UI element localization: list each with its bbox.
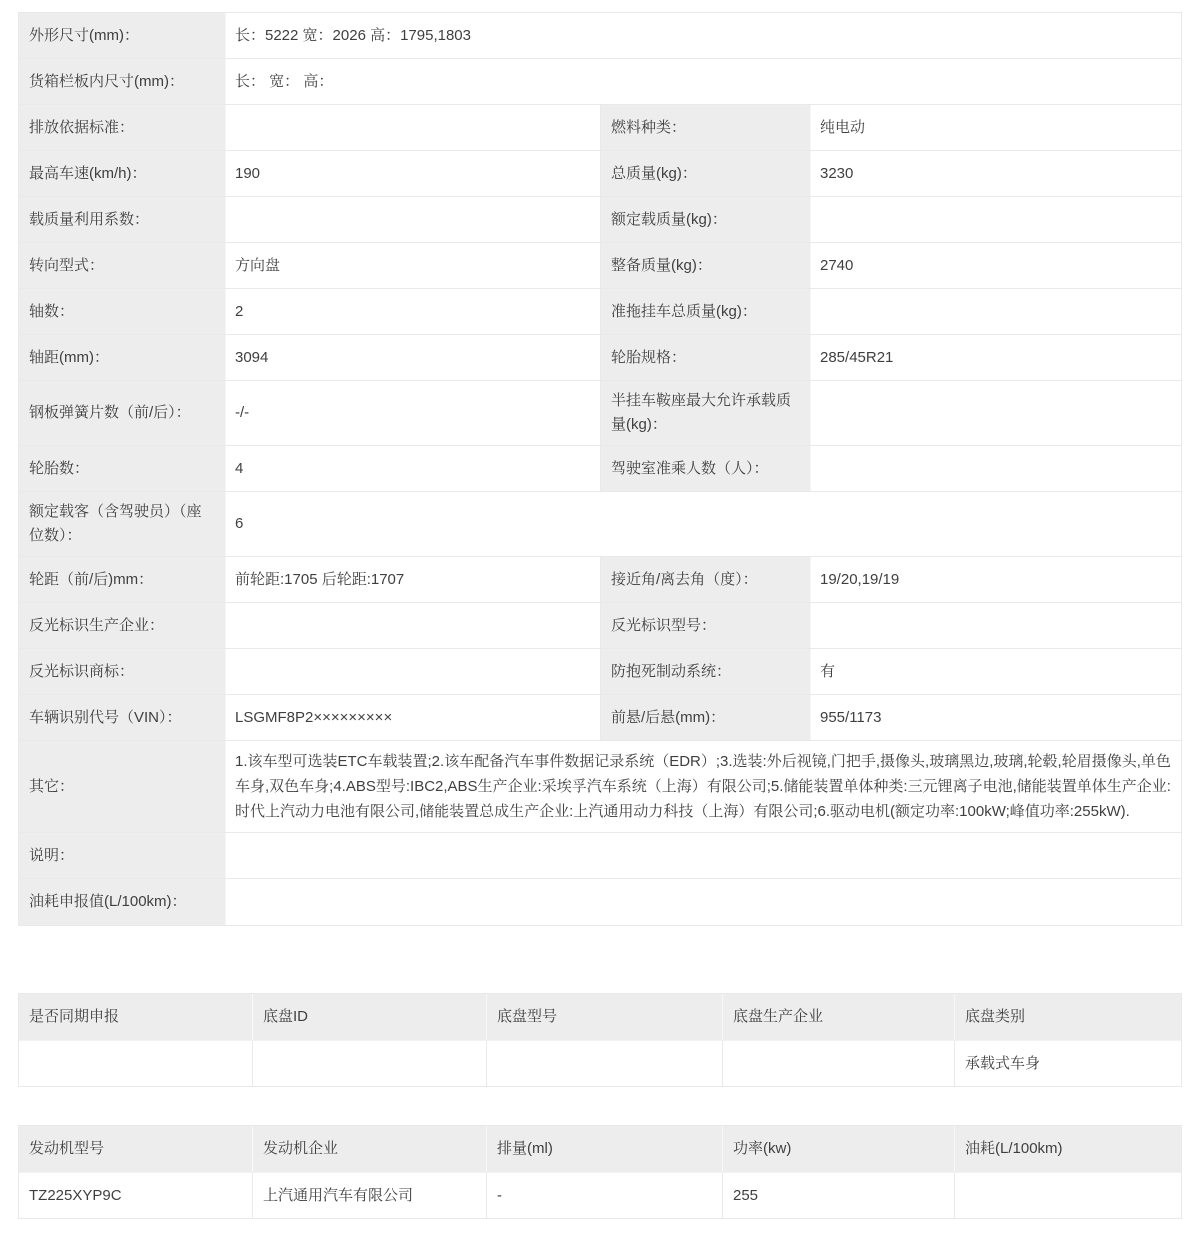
spec-row bbox=[19, 833, 1181, 879]
spec-value bbox=[811, 197, 1181, 242]
engine_table-header-cell: 发动机型号 bbox=[19, 1126, 253, 1172]
spec-row bbox=[19, 879, 1181, 925]
chassis_table-header-cell: 底盘生产企业 bbox=[723, 994, 955, 1040]
spec-value bbox=[226, 879, 1181, 925]
spec-label: 最高车速(km/h)： bbox=[19, 151, 226, 196]
spec-label: 防抱死制动系统： bbox=[601, 649, 811, 694]
spec-value: -/- bbox=[226, 381, 601, 445]
spec-value: 955/1173 bbox=[820, 708, 882, 726]
spec-label: 轮距（前/后)mm： bbox=[19, 557, 226, 602]
spec-row bbox=[19, 695, 1181, 741]
spec-row bbox=[19, 105, 1181, 151]
spec-label: 轮胎数： bbox=[19, 446, 226, 491]
spec-value: 285/45R21 bbox=[820, 348, 894, 366]
engine_table-data-cell: 上汽通用汽车有限公司 bbox=[253, 1173, 487, 1218]
engine_table-data-cell: - bbox=[487, 1173, 723, 1218]
spec-value: 4 bbox=[226, 446, 601, 491]
spec-value bbox=[226, 649, 601, 694]
spec-value bbox=[226, 197, 601, 242]
spec-value bbox=[811, 289, 1181, 334]
spec-row bbox=[19, 381, 1181, 446]
spec-value bbox=[226, 833, 1181, 878]
engine_table-header-cell: 发动机企业 bbox=[253, 1126, 487, 1172]
spec-label: 反光标识生产企业： bbox=[19, 603, 226, 648]
spec-value: 有 bbox=[820, 662, 836, 680]
spec-value: 190 bbox=[226, 151, 601, 196]
spec-label: 接近角/离去角（度）： bbox=[601, 557, 811, 602]
engine_table-data-cell: TZ225XYP9C bbox=[19, 1173, 253, 1218]
engine_table-header-cell: 功率(kw) bbox=[723, 1126, 955, 1172]
engine_table-data-cell bbox=[955, 1173, 1181, 1218]
spec-value: 长： 宽： 高： bbox=[235, 72, 334, 90]
spec-value bbox=[226, 603, 601, 648]
chassis_table-header-cell: 底盘ID bbox=[253, 994, 487, 1040]
spec-label: 油耗申报值(L/100km)： bbox=[19, 879, 226, 925]
spec-row bbox=[19, 741, 1181, 833]
spec-row bbox=[19, 289, 1181, 335]
spec-value: 前轮距:1705 后轮距:1707 bbox=[226, 557, 601, 602]
spec-value: 长：5222 宽：2026 高：1795,1803 bbox=[235, 26, 471, 44]
chassis_table-data-cell bbox=[723, 1041, 955, 1086]
chassis_table-data-cell: 承载式车身 bbox=[965, 1054, 1041, 1072]
spec-row bbox=[19, 446, 1181, 492]
spec-label: 驾驶室准乘人数（人）： bbox=[601, 446, 811, 491]
spec-value: 1.该车型可选装ETC车载装置;2.该车配备汽车事件数据记录系统（EDR）;3.选装:外后视镜,门把手,摄像头,玻璃黑边,玻璃,轮毂,轮眉摄像头,单色车身,双色车身;4.ABS型号:IBC2,ABS生产企业:采埃孚汽车系统（上海）有限公司;5.储能装置单体种类:三元锂离子电池,储能装置单体生产企业:时代上汽动力电池有限公司,储能装置总成生产企业:上汽通用动力科技（上海）有限公司;6.驱动电机(额定功率:100kW;峰值功率:255kW). bbox=[235, 753, 1171, 820]
spec-label: 外形尺寸(mm)： bbox=[19, 13, 226, 58]
spec-label: 钢板弹簧片数（前/后）： bbox=[19, 381, 226, 445]
spec-label: 车辆识别代号（VIN）： bbox=[19, 695, 226, 740]
spec-value: 方向盘 bbox=[226, 243, 601, 288]
spec-value bbox=[811, 603, 1181, 648]
spec-row bbox=[19, 557, 1181, 603]
engine_table-header-row bbox=[19, 1126, 1181, 1172]
spec-label: 整备质量(kg)： bbox=[601, 243, 811, 288]
chassis_table-data-row bbox=[19, 1040, 1181, 1086]
spec-label: 前悬/后悬(mm)： bbox=[601, 695, 811, 740]
spec-value: 6 bbox=[235, 515, 244, 532]
spec-label: 载质量利用系数： bbox=[19, 197, 226, 242]
chassis_table-header-row bbox=[19, 994, 1181, 1040]
spec-value: 2 bbox=[226, 289, 601, 334]
spec-label: 反光标识商标： bbox=[19, 649, 226, 694]
spec-value bbox=[811, 446, 1181, 491]
spec-row bbox=[19, 492, 1181, 557]
spec-value bbox=[811, 381, 1181, 445]
vehicle-spec-table bbox=[18, 12, 1182, 926]
engine_table-header-cell: 排量(ml) bbox=[487, 1126, 723, 1172]
spec-label: 反光标识型号： bbox=[601, 603, 811, 648]
spec-label: 额定载客（含驾驶员）（座位数）： bbox=[19, 492, 226, 556]
spec-label: 准拖挂车总质量(kg)： bbox=[601, 289, 811, 334]
spec-label: 转向型式： bbox=[19, 243, 226, 288]
spec-row bbox=[19, 59, 1181, 105]
chassis_table-data-cell bbox=[19, 1041, 253, 1086]
spec-label: 轴距(mm)： bbox=[19, 335, 226, 380]
spec-row bbox=[19, 335, 1181, 381]
spec-row bbox=[19, 243, 1181, 289]
spec-label: 额定载质量(kg)： bbox=[601, 197, 811, 242]
spec-value: 纯电动 bbox=[820, 118, 866, 136]
chassis_table-header-cell: 是否同期申报 bbox=[19, 994, 253, 1040]
spec-label: 其它： bbox=[19, 741, 226, 832]
chassis_table-header-cell: 底盘型号 bbox=[487, 994, 723, 1040]
spec-value: 2740 bbox=[820, 256, 854, 274]
spec-label: 总质量(kg)： bbox=[601, 151, 811, 196]
engine_table-header-cell: 油耗(L/100km) bbox=[965, 1140, 1063, 1157]
spec-label: 货箱栏板内尺寸(mm)： bbox=[19, 59, 226, 104]
spec-row bbox=[19, 197, 1181, 243]
spec-label: 排放依据标准： bbox=[19, 105, 226, 150]
spec-label: 燃料种类： bbox=[601, 105, 811, 150]
spec-row bbox=[19, 13, 1181, 59]
spec-row bbox=[19, 151, 1181, 197]
chassis-table bbox=[18, 993, 1182, 1087]
spec-value: 3094 bbox=[226, 335, 601, 380]
spec-label: 说明： bbox=[19, 833, 226, 878]
engine-table bbox=[18, 1125, 1182, 1219]
spec-value: LSGMF8P2××××××××× bbox=[226, 695, 601, 740]
engine_table-data-cell: 255 bbox=[723, 1173, 955, 1218]
chassis_table-data-cell bbox=[253, 1041, 487, 1086]
spec-row bbox=[19, 649, 1181, 695]
spec-label: 半挂车鞍座最大允许承载质量(kg)： bbox=[601, 381, 811, 445]
engine_table-data-row bbox=[19, 1172, 1181, 1218]
spec-value: 19/20,19/19 bbox=[820, 570, 900, 588]
spec-label: 轮胎规格： bbox=[601, 335, 811, 380]
spec-value bbox=[226, 105, 601, 150]
spec-row bbox=[19, 603, 1181, 649]
chassis_table-header-cell: 底盘类别 bbox=[965, 1008, 1026, 1025]
spec-value: 3230 bbox=[820, 164, 854, 182]
spec-label: 轴数： bbox=[19, 289, 226, 334]
chassis_table-data-cell bbox=[487, 1041, 723, 1086]
